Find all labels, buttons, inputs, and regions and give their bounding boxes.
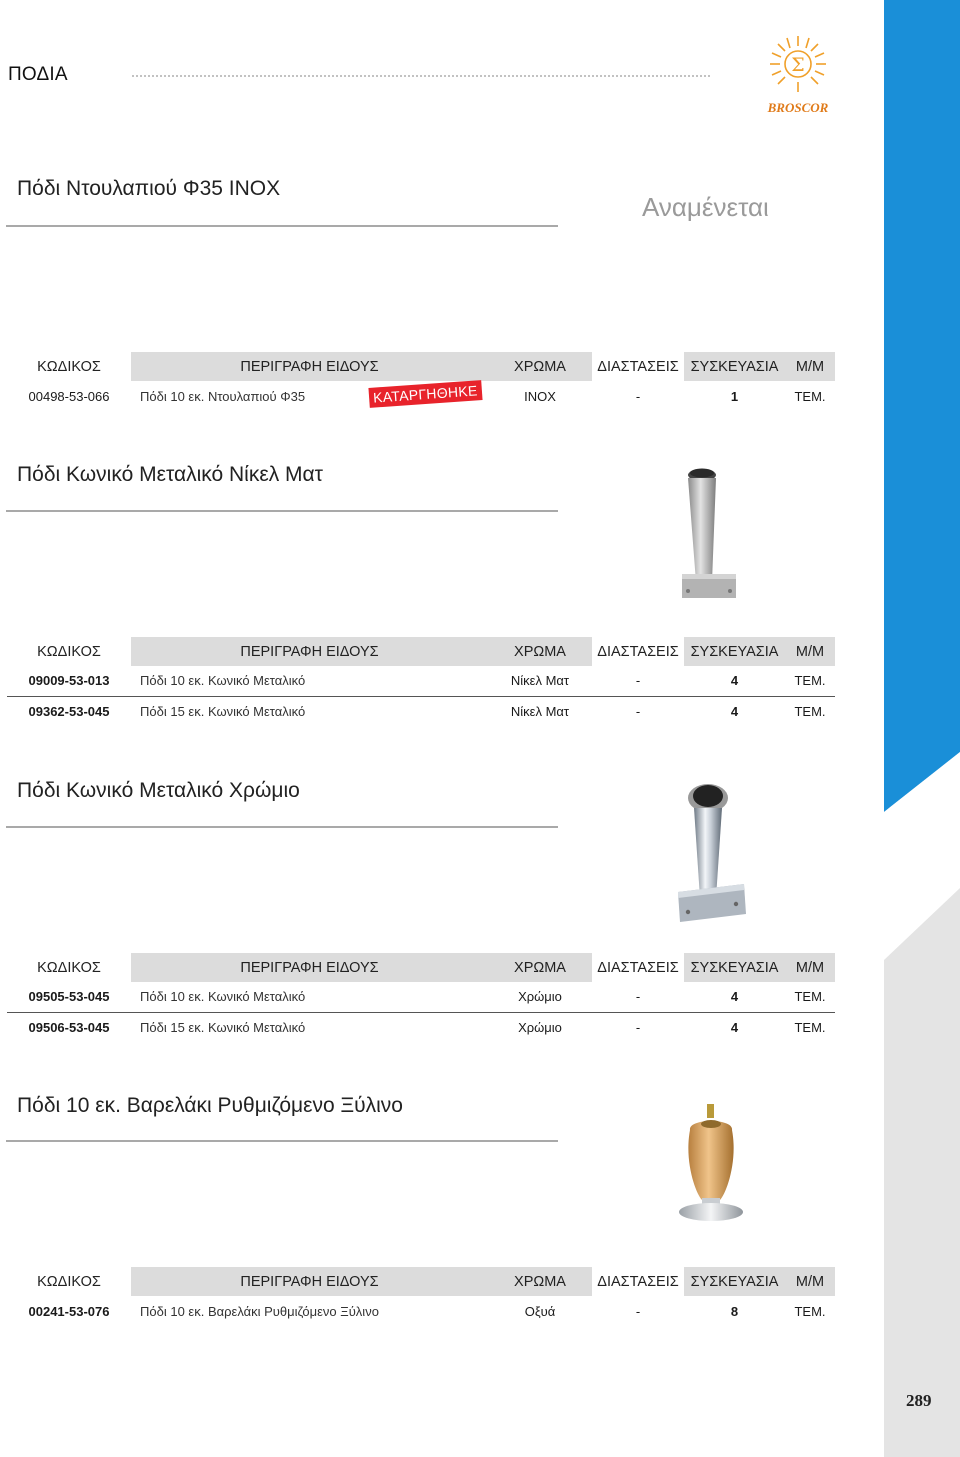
chrome-cone-leg-photo bbox=[670, 780, 752, 926]
header-color: ΧΡΩΜΑ bbox=[488, 953, 592, 982]
header-color: ΧΡΩΜΑ bbox=[488, 352, 592, 381]
header-dimensions: ΔΙΑΣΤΑΣΕΙΣ bbox=[592, 1267, 684, 1296]
product-unit: ΤΕΜ. bbox=[794, 1019, 826, 1035]
section-title: Πόδι 10 εκ. Βαρελάκι Ρυθμιζόμενο Ξύλινο bbox=[17, 1094, 403, 1117]
side-decoration bbox=[884, 0, 960, 1457]
product-color: Νίκελ Ματ bbox=[510, 703, 570, 719]
product-unit: ΤΕΜ. bbox=[794, 703, 826, 719]
page-title: ΠΟΔΙΑ bbox=[8, 64, 68, 85]
product-color: Οξυά bbox=[524, 1303, 556, 1319]
header-dimensions: ΔΙΑΣΤΑΣΕΙΣ bbox=[592, 953, 684, 982]
product-packaging: 4 bbox=[684, 982, 785, 1012]
product-table bbox=[7, 1267, 835, 1326]
table-header-row bbox=[7, 352, 835, 381]
header-dimensions: ΔΙΑΣΤΑΣΕΙΣ bbox=[592, 637, 684, 666]
product-packaging: 4 bbox=[730, 703, 739, 719]
product-unit: ΤΕΜ. bbox=[785, 666, 835, 696]
header-description: ΠΕΡΙΓΡΑΦΗ ΕΙΔΟΥΣ bbox=[131, 953, 488, 982]
availability-status: Αναμένεται bbox=[642, 192, 769, 222]
section-title: Πόδι Ντουλαπιού Φ35 INOX bbox=[17, 177, 281, 200]
header-packaging: ΣΥΣΚΕΥΑΣΙΑ bbox=[684, 352, 785, 381]
product-packaging: 1 bbox=[730, 388, 739, 404]
header-unit: Μ/Μ bbox=[785, 953, 835, 982]
header-description: ΠΕΡΙΓΡΑΦΗ ΕΙΔΟΥΣ bbox=[131, 1267, 488, 1296]
product-dimensions: - bbox=[635, 1303, 641, 1319]
product-unit: ΤΕΜ. bbox=[794, 388, 826, 404]
table-header-row bbox=[7, 637, 835, 666]
product-dimensions: - bbox=[635, 703, 641, 719]
header-code: ΚΩΔΙΚΟΣ bbox=[7, 1267, 131, 1296]
header-unit: Μ/Μ bbox=[785, 1267, 835, 1296]
product-description: Πόδι 10 εκ. Κωνικό Μεταλικό bbox=[131, 982, 488, 1012]
section-rule bbox=[6, 510, 558, 512]
broscor-logo bbox=[752, 30, 844, 124]
product-packaging: 4 bbox=[730, 1019, 739, 1035]
table-header-row bbox=[7, 953, 835, 982]
header-unit: Μ/Μ bbox=[785, 352, 835, 381]
header-code: ΚΩΔΙΚΟΣ bbox=[7, 637, 131, 666]
product-code: 00498-53-066 bbox=[28, 388, 110, 404]
product-packaging: 4 bbox=[684, 666, 785, 696]
product-table bbox=[7, 637, 835, 726]
title-dotted-leader bbox=[132, 75, 710, 77]
table-row bbox=[7, 666, 835, 696]
header-code: ΚΩΔΙΚΟΣ bbox=[7, 953, 131, 982]
header-packaging: ΣΥΣΚΕΥΑΣΙΑ bbox=[684, 1267, 785, 1296]
discontinued-stamp: ΚΑΤΑΡΓΗΘΗΚΕ bbox=[368, 380, 482, 408]
logo-sigma: Σ bbox=[791, 54, 805, 76]
section-rule bbox=[6, 1140, 558, 1142]
product-color: Χρώμιο bbox=[488, 982, 592, 1012]
table-row bbox=[7, 982, 835, 1012]
table-row bbox=[7, 1012, 835, 1042]
product-color: INOX bbox=[524, 388, 556, 404]
product-unit: ΤΕΜ. bbox=[794, 1303, 826, 1319]
product-dimensions: - bbox=[592, 666, 684, 696]
product-dimensions: - bbox=[592, 982, 684, 1012]
product-color: Χρώμιο bbox=[518, 1019, 562, 1035]
product-description: Πόδι 10 εκ. Ντουλαπιού Φ35 bbox=[140, 388, 306, 404]
page-number: 289 bbox=[906, 1391, 932, 1410]
product-unit: ΤΕΜ. bbox=[785, 982, 835, 1012]
product-code: 09505-53-045 bbox=[7, 982, 131, 1012]
product-code: 00241-53-076 bbox=[28, 1303, 110, 1319]
product-dimensions: - bbox=[635, 1019, 641, 1035]
section-rule bbox=[6, 225, 558, 227]
product-packaging: 8 bbox=[730, 1303, 739, 1319]
logo-brand-text: BROSCOR bbox=[767, 100, 829, 115]
product-table bbox=[7, 953, 835, 1042]
table-row bbox=[7, 1296, 835, 1326]
product-code: 09009-53-013 bbox=[7, 666, 131, 696]
header-color: ΧΡΩΜΑ bbox=[488, 1267, 592, 1296]
header-packaging: ΣΥΣΚΕΥΑΣΙΑ bbox=[684, 953, 785, 982]
header-packaging: ΣΥΣΚΕΥΑΣΙΑ bbox=[684, 637, 785, 666]
table-row bbox=[7, 696, 835, 726]
nickel-cone-leg-photo bbox=[672, 462, 748, 608]
section-title: Πόδι Κωνικό Μεταλικό Χρώμιο bbox=[17, 779, 300, 802]
header-description: ΠΕΡΙΓΡΑΦΗ ΕΙΔΟΥΣ bbox=[131, 637, 488, 666]
section-rule bbox=[6, 826, 558, 828]
product-description: Πόδι 10 εκ. Κωνικό Μεταλικό bbox=[131, 666, 488, 696]
section-title: Πόδι Κωνικό Μεταλικό Νίκελ Ματ bbox=[17, 463, 323, 486]
header-dimensions: ΔΙΑΣΤΑΣΕΙΣ bbox=[592, 352, 684, 381]
product-dimensions: - bbox=[635, 388, 641, 404]
table-header-row bbox=[7, 1267, 835, 1296]
product-code: 09362-53-045 bbox=[28, 703, 110, 719]
header-color: ΧΡΩΜΑ bbox=[488, 637, 592, 666]
product-description: Πόδι 10 εκ. Βαρελάκι Ρυθμιζόμενο Ξύλινο bbox=[140, 1303, 379, 1319]
header-unit: Μ/Μ bbox=[785, 637, 835, 666]
header-code: ΚΩΔΙΚΟΣ bbox=[7, 352, 131, 381]
header-description: ΠΕΡΙΓΡΑΦΗ ΕΙΔΟΥΣ bbox=[131, 352, 488, 381]
wooden-barrel-leg-photo bbox=[672, 1102, 752, 1226]
product-color: Νίκελ Ματ bbox=[488, 666, 592, 696]
product-description: Πόδι 15 εκ. Κωνικό Μεταλικό bbox=[140, 1019, 306, 1035]
product-description: Πόδι 15 εκ. Κωνικό Μεταλικό bbox=[140, 703, 306, 719]
product-code: 09506-53-045 bbox=[28, 1019, 110, 1035]
